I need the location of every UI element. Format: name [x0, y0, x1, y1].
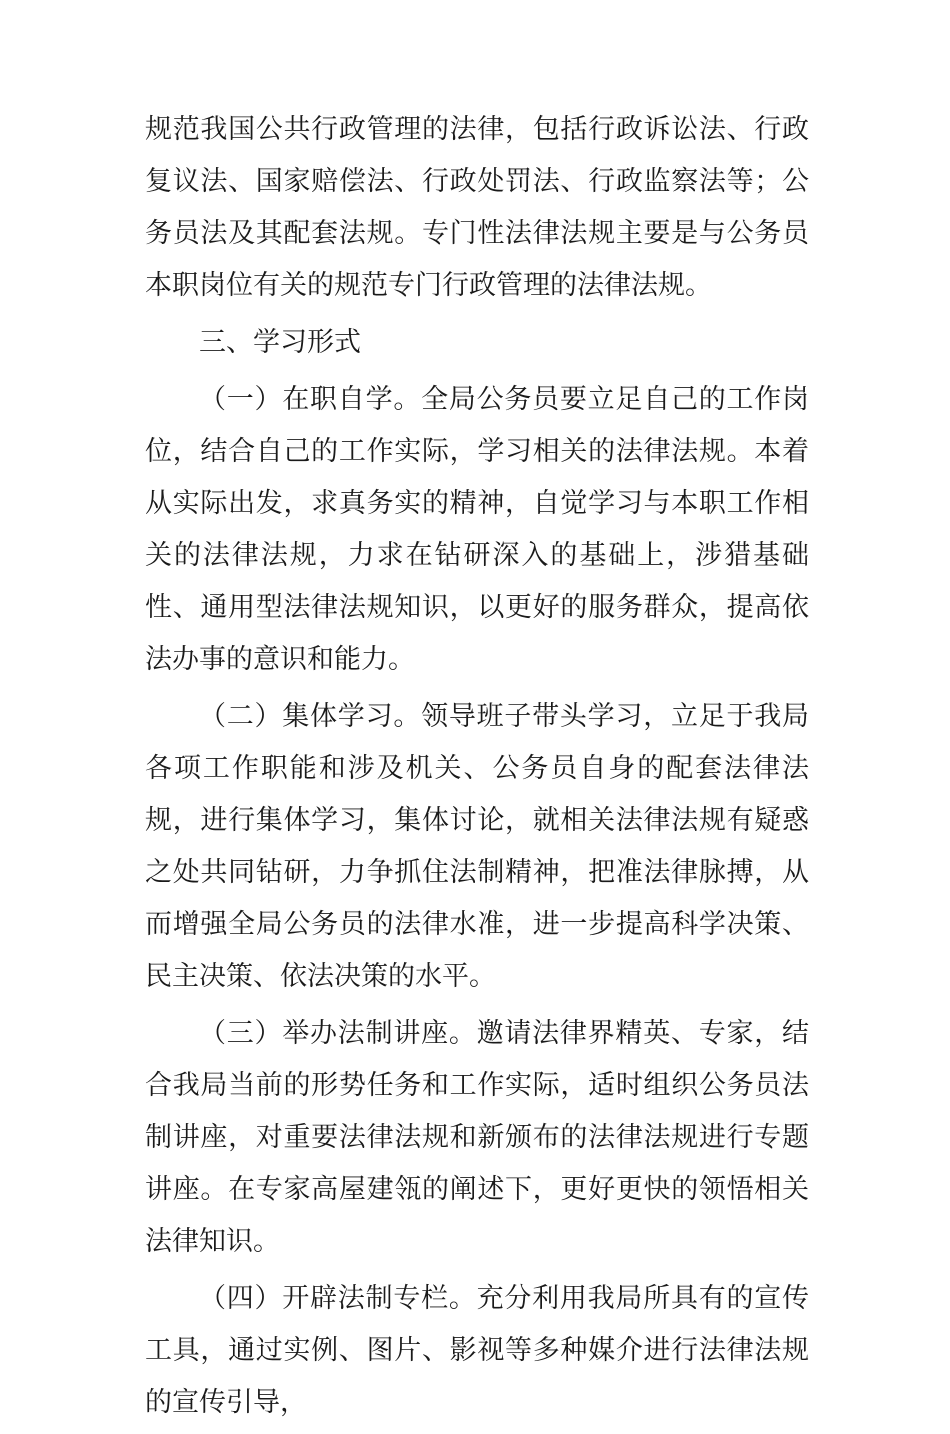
paragraph-law-scope: 规范我国公共行政管理的法律，包括行政诉讼法、行政复议法、国家赔偿法、行政处罚法、行政监察法等；公务员法及其配套法规。专门性法律法规主要是与公务员本职岗位有关的规范专门行政管理的法律法规。 [145, 114, 809, 301]
paragraph-self-study: （一）在职自学。全局公务员要立足自己的工作岗位，结合自己的工作实际，学习相关的法律法规。本着从实际出发，求真务实的精神，自觉学习与本职工作相关的法律法规，力求在钻研深入的基础上，涉猎基础性、通用型法律法规知识，以更好的服务群众，提高依法办事的意识和能力。 [145, 384, 809, 675]
document-body [145, 104, 809, 1434]
paragraph-group-study: （二）集体学习。领导班子带头学习，立足于我局各项工作职能和涉及机关、公务员自身的配套法律法规，进行集体学习，集体讨论，就相关法律法规有疑惑之处共同钻研，力争抓住法制精神，把准法律脉搏，从而增强全局公务员的法律水准，进一步提高科学决策、民主决策、依法决策的水平。 [145, 701, 809, 992]
paragraph-legal-lectures: （三）举办法制讲座。邀请法律界精英、专家，结合我局当前的形势任务和工作实际，适时组织公务员法制讲座，对重要法律法规和新颁布的法律法规进行专题讲座。在专家高屋建瓴的阐述下，更好更快的领悟相关法律知识。 [145, 1018, 809, 1257]
paragraph-legal-column: （四）开辟法制专栏。充分利用我局所具有的宣传工具，通过实例、图片、影视等多种媒介进行法律法规的宣传引导， [145, 1283, 809, 1418]
section-heading-study-forms: 三、学习形式 [199, 327, 361, 358]
